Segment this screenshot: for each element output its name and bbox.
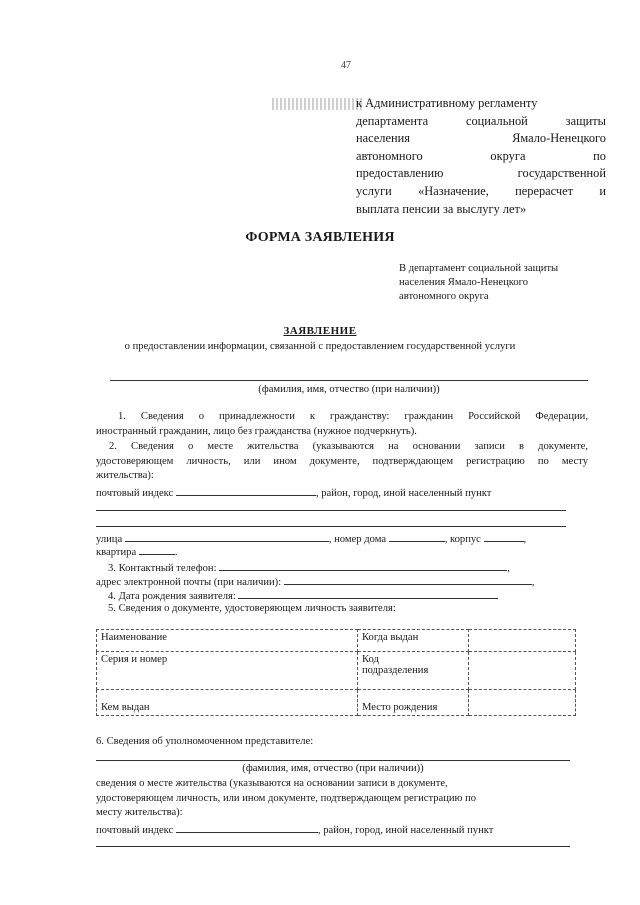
rep-locality-field-line[interactable] <box>96 846 570 847</box>
appendix-line: услуги «Назначение, перерасчет и <box>356 183 606 198</box>
representative-name-field[interactable] <box>96 760 570 761</box>
apartment-label: квартира <box>96 547 137 558</box>
addressee <box>399 262 599 304</box>
item-2-line: 2. Сведения о месте жительства (указываются на основании записи в документе, <box>109 441 588 452</box>
postal-row <box>96 485 588 502</box>
addressee-line: населения Ямало-Ненецкого <box>399 277 529 288</box>
doc-issued-when-label: Когда выдан <box>358 630 469 652</box>
addressee-line: В департамент социальной защиты <box>399 263 559 274</box>
representative-name-caption: (фамилия, имя, отчество (при наличии)) <box>242 763 424 774</box>
rep-postal-index-field[interactable] <box>176 822 318 833</box>
item-6-label: 6. Сведения об уполномоченном представителе: <box>96 736 314 747</box>
doc-birthplace-label: Место рождения <box>358 690 469 716</box>
doc-code-label-line: подразделения <box>362 665 429 676</box>
item-1-citizenship <box>96 410 588 439</box>
street-label: улица <box>96 534 123 545</box>
item-2-line: удостоверяющем личность, или ином документе, подтверждающем регистрацию по месту <box>96 455 588 467</box>
item-2-line: жительства): <box>96 470 154 481</box>
addressee-line: автономного округа <box>399 291 489 302</box>
appendix-reference <box>356 95 606 218</box>
doc-birthplace-field[interactable] <box>469 690 576 716</box>
birthdate-label: 4. Дата рождения заявителя: <box>108 591 236 602</box>
street-field[interactable] <box>125 531 329 542</box>
postal-label: почтовый индекс <box>96 488 174 499</box>
doc-issued-when-field[interactable] <box>469 630 576 652</box>
house-label: , номер дома <box>328 534 387 545</box>
statement-subtitle: о предоставлении информации, связанной с предоставлением государственной услуги <box>124 341 516 352</box>
rep-locality-label: , район, город, иной населенный пункт <box>317 825 494 836</box>
house-number-field[interactable] <box>389 531 445 542</box>
appendix-line: департамента социальной защиты <box>356 113 606 128</box>
phone-label: 3. Контактный телефон: <box>108 563 217 574</box>
doc-series-label: Серия и номер <box>97 652 358 690</box>
applicant-name-caption: (фамилия, имя, отчество (при наличии)) <box>258 384 440 395</box>
building-field[interactable] <box>484 531 524 542</box>
applicant-name-field[interactable] <box>110 380 588 381</box>
email-field[interactable] <box>284 574 532 585</box>
apartment-field[interactable] <box>139 544 175 555</box>
locality-field-line[interactable] <box>96 526 566 527</box>
email-row: адрес электронной почты (при наличии): , <box>96 574 534 591</box>
representative-residence <box>96 777 566 821</box>
appendix-line: выплата пенсии за выслугу лет» <box>356 201 527 216</box>
item-5-label: 5. Сведения о документе, удостоверяющем личность заявителя: <box>108 603 396 614</box>
doc-code-field[interactable] <box>469 652 576 690</box>
street-row: улица , номер дома , корпус , <box>96 531 588 548</box>
item-1-line: иностранный гражданин, лицо без гражданства (нужное подчеркнуть). <box>96 425 417 437</box>
appendix-line: населения Ямало-Ненецкого <box>356 131 606 146</box>
page-number: 47 <box>341 60 351 71</box>
locality-field-line[interactable] <box>96 510 566 511</box>
appendix-line: автономного округа по <box>356 148 606 163</box>
item-1-line: 1. Сведения о принадлежности к гражданству: гражданин Российской Федерации, <box>118 411 588 422</box>
scan-artifact <box>272 98 362 110</box>
birthdate-field[interactable] <box>238 588 498 599</box>
building-label: , корпус <box>444 534 481 545</box>
doc-code-label-line: Код <box>362 654 379 665</box>
apartment-row: квартира . <box>96 544 177 561</box>
statement-title: ЗАЯВЛЕНИЕ <box>283 325 357 337</box>
form-title: ФОРМА ЗАЯВЛЕНИЯ <box>245 230 395 245</box>
postal-index-field[interactable] <box>176 485 316 496</box>
doc-code-label <box>358 652 469 690</box>
rep-residence-line: удостоверяющем личность, или ином документе, подтверждающем регистрацию по <box>96 792 477 804</box>
appendix-line: предоставлению государственной <box>356 166 606 181</box>
appendix-line: к Административному регламенту <box>356 96 538 110</box>
locality-label: , район, город, иной населенный пункт <box>315 488 492 499</box>
phone-row: 3. Контактный телефон: , <box>108 560 510 577</box>
rep-residence-line: сведения о месте жительства (указываются на основании записи в документе, <box>96 778 448 789</box>
doc-issued-by-label: Кем выдан <box>97 690 358 716</box>
item-2-residence <box>96 440 588 484</box>
email-label: адрес электронной почты (при наличии): <box>96 577 282 588</box>
rep-residence-line: месту жительства): <box>96 807 183 818</box>
identity-document-table <box>96 629 576 716</box>
phone-field[interactable] <box>219 560 507 571</box>
doc-name-label: Наименование <box>97 630 358 652</box>
rep-postal-row <box>96 822 588 839</box>
rep-postal-label: почтовый индекс <box>96 825 174 836</box>
